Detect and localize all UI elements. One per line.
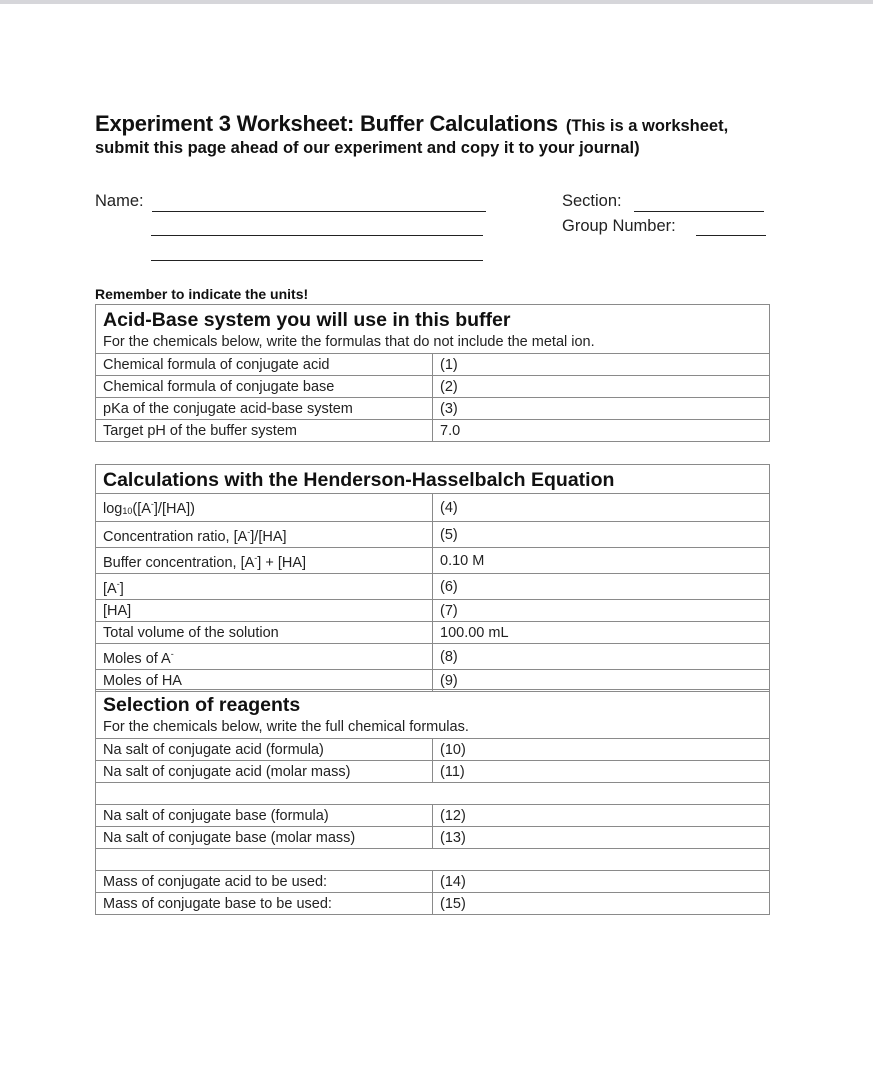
row-label-moles-a	[96, 644, 433, 670]
row-label-log-ratio	[96, 494, 433, 522]
row-label: Mass of conjugate base to be used:	[96, 893, 433, 915]
reagents-table-header	[96, 690, 770, 739]
answer-cell[interactable]: 0.10 M	[433, 548, 770, 574]
name-blank-line-1[interactable]	[152, 211, 486, 212]
row-label-total-volume: Total volume of the solution	[96, 622, 433, 644]
spacer-cell	[96, 783, 770, 805]
table-row	[96, 893, 770, 915]
row-label: Na salt of conjugate base (formula)	[96, 805, 433, 827]
reagents-selection-table	[95, 689, 770, 915]
answer-cell[interactable]: (7)	[433, 600, 770, 622]
table-row	[96, 739, 770, 761]
answer-cell[interactable]: (14)	[433, 871, 770, 893]
worksheet-title-note: (This is a worksheet,	[565, 117, 729, 135]
log-subscript: 10	[122, 506, 133, 516]
acid-base-system-table	[95, 304, 770, 442]
table-row	[96, 805, 770, 827]
table-row	[96, 354, 770, 376]
row-label: Na salt of conjugate acid (molar mass)	[96, 761, 433, 783]
hh-table-title: Calculations with the Henderson-Hasselbalch Equation	[103, 469, 615, 491]
table-spacer-row	[96, 849, 770, 871]
acid-base-table-subtitle: For the chemicals below, write the formulas that do not include the metal ion.	[103, 334, 595, 350]
answer-cell[interactable]: (15)	[433, 893, 770, 915]
table-row	[96, 522, 770, 548]
row-label-concentration-ratio	[96, 522, 433, 548]
worksheet-title-block	[95, 111, 795, 158]
buffer-superscript: -	[254, 553, 258, 563]
hh-table-header	[96, 465, 770, 494]
log-superscript: -	[150, 499, 154, 509]
answer-cell[interactable]: (3)	[433, 398, 770, 420]
a-end-text: ]	[119, 581, 124, 597]
a-superscript: -	[116, 579, 120, 589]
ratio-end-text: ]/[HA]	[250, 529, 287, 545]
log-text: log	[103, 501, 123, 517]
acid-base-table-header	[96, 305, 770, 354]
table-row	[96, 600, 770, 622]
table-row	[96, 574, 770, 600]
name-blank-line-3[interactable]	[151, 260, 483, 261]
answer-cell[interactable]: (6)	[433, 574, 770, 600]
page-top-border	[0, 0, 873, 4]
row-label-ha: [HA]	[96, 600, 433, 622]
answer-cell[interactable]: (5)	[433, 522, 770, 548]
answer-cell[interactable]: 7.0	[433, 420, 770, 442]
table-row	[96, 494, 770, 522]
row-label-buffer-concentration	[96, 548, 433, 574]
answer-cell[interactable]: (2)	[433, 376, 770, 398]
a-text: [A	[103, 581, 117, 597]
row-label: Target pH of the buffer system	[96, 420, 433, 442]
table-row	[96, 420, 770, 442]
answer-cell[interactable]: (4)	[433, 494, 770, 522]
log-mid-text: ([A	[132, 501, 151, 517]
answer-cell[interactable]: (8)	[433, 644, 770, 670]
table-row	[96, 761, 770, 783]
ratio-superscript: -	[247, 527, 251, 537]
row-label: Mass of conjugate acid to be used:	[96, 871, 433, 893]
table-row	[96, 871, 770, 893]
acid-base-table-title: Acid-Base system you will use in this buffer	[103, 309, 511, 331]
table-row	[96, 548, 770, 574]
answer-cell[interactable]: 100.00 mL	[433, 622, 770, 644]
buffer-end-text: ] + [HA]	[257, 555, 307, 571]
name-blank-line-2[interactable]	[151, 235, 483, 236]
row-label: Chemical formula of conjugate base	[96, 376, 433, 398]
table-row	[96, 398, 770, 420]
answer-cell[interactable]: (9)	[433, 670, 770, 692]
spacer-cell	[96, 849, 770, 871]
moles-a-text: Moles of A	[103, 651, 171, 667]
log-end-text: ]/[HA])	[153, 501, 195, 517]
name-label: Name:	[95, 192, 144, 210]
row-label: Na salt of conjugate acid (formula)	[96, 739, 433, 761]
group-number-blank-line[interactable]	[696, 235, 766, 236]
ratio-text: Concentration ratio, [A	[103, 529, 248, 545]
moles-a-superscript: -	[170, 649, 174, 659]
row-label: Na salt of conjugate base (molar mass)	[96, 827, 433, 849]
buffer-text: Buffer concentration, [A	[103, 555, 255, 571]
table-row	[96, 376, 770, 398]
row-label: Chemical formula of conjugate acid	[96, 354, 433, 376]
section-blank-line[interactable]	[634, 211, 764, 212]
units-reminder: Remember to indicate the units!	[95, 286, 309, 302]
answer-cell[interactable]: (1)	[433, 354, 770, 376]
section-label: Section:	[562, 192, 622, 210]
worksheet-title: Experiment 3 Worksheet: Buffer Calculations	[95, 111, 558, 136]
worksheet-instructions: submit this page ahead of our experiment and copy it to your journal)	[95, 139, 640, 157]
table-row	[96, 827, 770, 849]
row-label-a-minus	[96, 574, 433, 600]
table-row	[96, 622, 770, 644]
answer-cell[interactable]: (13)	[433, 827, 770, 849]
row-label-moles-ha: Moles of HA	[96, 670, 433, 692]
answer-cell[interactable]: (11)	[433, 761, 770, 783]
table-spacer-row	[96, 783, 770, 805]
henderson-hasselbalch-table	[95, 464, 770, 692]
row-label: pKa of the conjugate acid-base system	[96, 398, 433, 420]
reagents-table-subtitle: For the chemicals below, write the full chemical formulas.	[103, 719, 469, 735]
group-number-label: Group Number:	[562, 217, 676, 235]
answer-cell[interactable]: (10)	[433, 739, 770, 761]
reagents-table-title: Selection of reagents	[103, 694, 301, 716]
answer-cell[interactable]: (12)	[433, 805, 770, 827]
table-row	[96, 644, 770, 670]
